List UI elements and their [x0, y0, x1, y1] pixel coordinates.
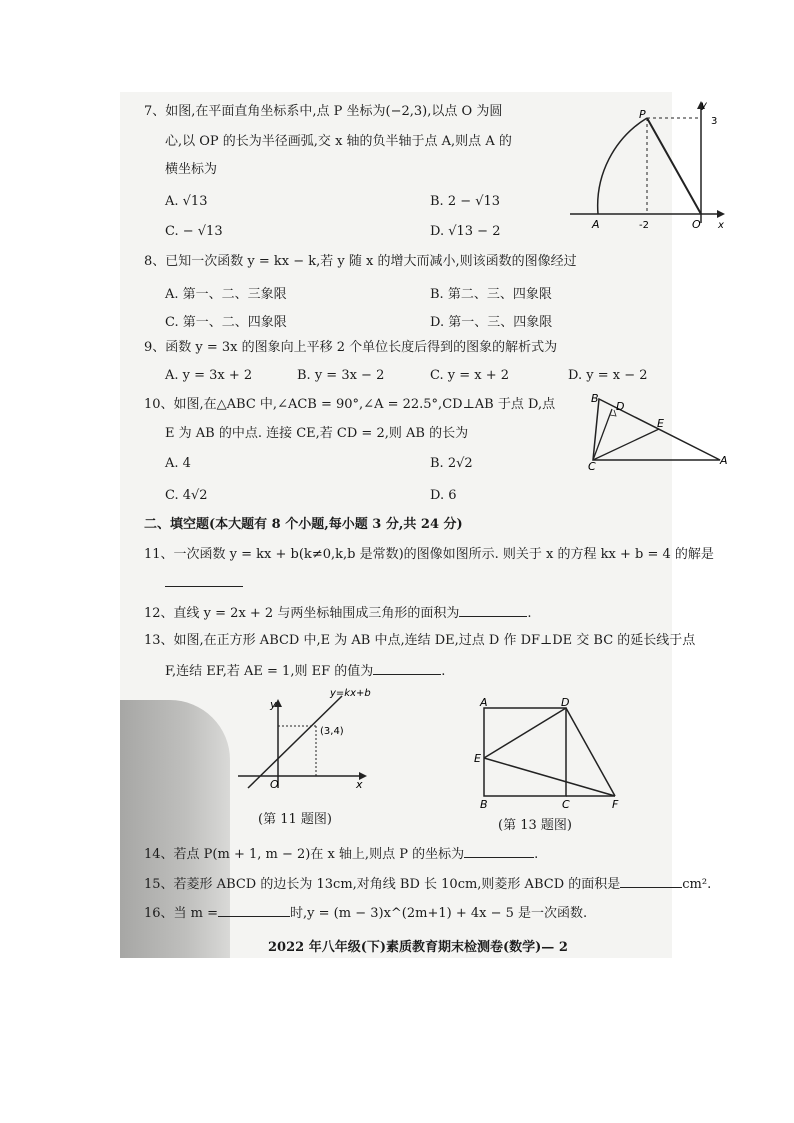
q13-label-f: F [612, 798, 619, 808]
q7-option-a[interactable]: A. √13 [165, 194, 208, 209]
q8-option-c[interactable]: C. 第一、二、四象限 [165, 315, 287, 330]
q15-unit: cm². [682, 877, 712, 892]
q13-tail: . [441, 664, 446, 679]
q7-label-3: 3 [711, 116, 718, 127]
q13-line-1: 13、如图,在正方形 ABCD 中,E 为 AB 中点,连结 DE,过点 D 作 DF⊥DE 交 BC 的延长线于点 [144, 633, 696, 648]
q7-arc [598, 118, 647, 214]
q13-line-2-wrap [165, 662, 445, 680]
q7-option-d[interactable]: D. √13 − 2 [430, 224, 501, 239]
q10-label-b: B [591, 392, 599, 405]
q13-line-2: F,连结 EF,若 AE = 1,则 EF 的值为 [165, 664, 374, 679]
q10-figure [585, 390, 730, 470]
q7-label-y: y [701, 100, 707, 111]
q8-option-a[interactable]: A. 第一、二、三象限 [165, 287, 287, 302]
q13-segment-ef [484, 758, 615, 796]
q13-label-c: C [562, 798, 570, 808]
q9-option-b[interactable]: B. y = 3x − 2 [297, 368, 385, 383]
q7-label-a: A [592, 218, 600, 231]
q16-stem-line [144, 904, 587, 922]
q10-line-2: E 为 AB 的中点. 连接 CE,若 CD = 2,则 AB 的长为 [165, 426, 469, 441]
q13-label-a: A [480, 696, 488, 709]
q16-answer-blank[interactable] [218, 904, 290, 917]
q7-segment-op [647, 118, 701, 214]
q11-answer-line[interactable] [165, 574, 243, 592]
q11-label-point: (3,4) [320, 726, 344, 737]
q11-caption: (第 11 题图) [258, 812, 332, 827]
q10-option-a[interactable]: A. 4 [165, 456, 191, 471]
q10-line-1: 10、如图,在△ABC 中,∠ACB = 90°,∠A = 22.5°,CD⊥AB 于点 D,点 [144, 397, 556, 412]
q14-stem-line [144, 845, 538, 863]
q13-square-abcd [484, 708, 566, 796]
q7-label-x: x [718, 220, 724, 231]
q7-option-c[interactable]: C. − √13 [165, 224, 223, 239]
q7-line-1: 7、如图,在平面直角坐标系中,点 P 坐标为(−2,3),以点 O 为圆 [144, 104, 503, 119]
q13-figure [470, 696, 630, 808]
q13-answer-blank[interactable] [373, 662, 441, 675]
q10-label-a: A [720, 454, 728, 467]
q7-line-2: 心,以 OP 的长为半径画弧,交 x 轴的负半轴于点 A,则点 A 的 [165, 134, 512, 149]
q12-stem-line [144, 604, 531, 622]
q16-pre: 16、当 m = [144, 906, 219, 921]
q7-label-o: O [692, 218, 701, 231]
section-2-heading: 二、填空题(本大题有 8 个小题,每小题 3 分,共 24 分) [144, 517, 463, 532]
q8-option-d[interactable]: D. 第一、三、四象限 [430, 315, 553, 330]
q15-stem: 15、若菱形 ABCD 的边长为 13cm,对角线 BD 长 10cm,则菱形 ABCD 的面积是 [144, 877, 621, 892]
q9-stem: 9、函数 y = 3x 的图象向上平移 2 个单位长度后得到的图象的解析式为 [144, 340, 558, 355]
q7-label-neg2: -2 [639, 220, 649, 231]
q13-segment-df [566, 708, 615, 796]
q7-line-3: 横坐标为 [165, 162, 218, 177]
q10-label-e: E [657, 417, 664, 430]
q13-segment-de [484, 708, 566, 758]
q12-tail: . [527, 606, 532, 621]
q10-option-c[interactable]: C. 4√2 [165, 488, 208, 503]
q10-option-d[interactable]: D. 6 [430, 488, 457, 503]
q14-tail: . [534, 847, 539, 862]
q13-caption: (第 13 题图) [498, 818, 572, 833]
q8-stem: 8、已知一次函数 y = kx − k,若 y 随 x 的增大而减小,则该函数的图像经过 [144, 254, 577, 269]
q11-label-x: x [356, 778, 363, 791]
q9-option-d[interactable]: D. y = x − 2 [568, 368, 648, 383]
q7-label-p: P [639, 108, 646, 121]
q11-label-o: O [270, 778, 279, 791]
q11-line-kx-b [248, 696, 342, 788]
q16-post: 时,y = (m − 3)x^(2m+1) + 4x − 5 是一次函数. [290, 906, 588, 921]
q9-option-c[interactable]: C. y = x + 2 [430, 368, 510, 383]
q15-answer-blank[interactable] [620, 875, 682, 888]
q13-label-d: D [561, 696, 570, 709]
page-footer: 2022 年八年级(下)素质教育期末检测卷(数学)— 2 [268, 940, 568, 955]
q11-stem: 11、一次函数 y = kx + b(k≠0,k,b 是常数)的图像如图所示. 则关于 x 的方程 kx + b = 4 的解是 [144, 547, 714, 562]
q10-option-b[interactable]: B. 2√2 [430, 456, 473, 471]
q14-answer-blank[interactable] [464, 845, 534, 858]
q13-label-b: B [480, 798, 488, 808]
q8-option-b[interactable]: B. 第二、三、四象限 [430, 287, 552, 302]
q12-answer-blank[interactable] [459, 604, 527, 617]
q11-label-y: y [270, 698, 277, 711]
q7-x-arrow [717, 210, 725, 218]
q15-stem-line [144, 875, 711, 893]
q11-figure [232, 686, 372, 794]
q7-figure [565, 98, 730, 233]
q7-option-b[interactable]: B. 2 − √13 [430, 194, 501, 209]
q14-stem: 14、若点 P(m + 1, m − 2)在 x 轴上,则点 P 的坐标为 [144, 847, 465, 862]
q10-label-d: D [616, 400, 625, 413]
q10-label-c: C [588, 460, 596, 470]
q9-option-a[interactable]: A. y = 3x + 2 [165, 368, 253, 383]
q11-label-equation: y=kx+b [330, 688, 371, 699]
q12-stem: 12、直线 y = 2x + 2 与两坐标轴围成三角形的面积为 [144, 606, 460, 621]
q13-label-e: E [474, 752, 481, 765]
